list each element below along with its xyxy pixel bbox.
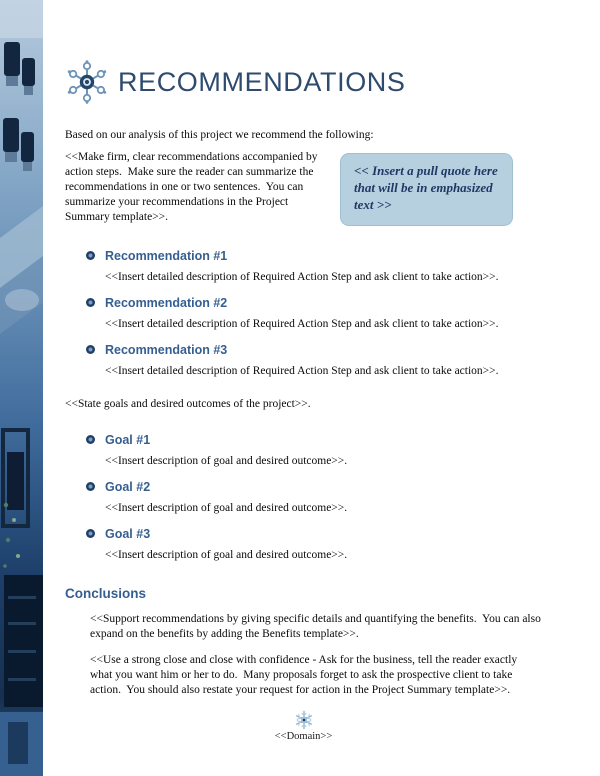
recommendation-title: Recommendation #1 [105,248,228,263]
conclusion-paragraph: <<Support recommendations by giving specific details and quantifying the benefits. You can also expand on the benefits by adding the Benefits template>>. [90,612,544,640]
goal-title: Goal #2 [105,479,151,494]
sidebar-photo [0,0,43,776]
goal-item [65,480,542,514]
goal-item [65,527,542,561]
recommendation-item [65,249,542,283]
goal-item [65,433,542,467]
page-footer [65,710,542,742]
guidance-text: <<Make firm, clear recommendations accompanied by action steps. Make sure the reader can summarize the recommendations in one or two sentences. You can summarize your recommendations in the Project Summary template>>. [65,151,321,223]
domain-label: <<Domain>> [274,730,333,742]
pull-quote-text: << Insert a pull quote here that will be in emphasized text >> [354,163,498,212]
goal-description: <<Insert description of goal and desired outcome>>. [105,454,348,467]
recommendation-description: <<Insert detailed description of Required Action Step and ask client to take action>>. [105,270,499,283]
goals-list [65,433,542,561]
goals-intro-text: <<State goals and desired outcomes of the project>>. [65,397,311,410]
target-bullet-icon [86,435,95,444]
goal-description: <<Insert description of goal and desired outcome>>. [105,548,348,561]
recommendation-description: <<Insert detailed description of Required Action Step and ask client to take action>>. [105,364,499,377]
recommendation-title: Recommendation #3 [105,342,228,357]
target-bullet-icon [86,298,95,307]
pull-quote-box [340,153,513,226]
recommendation-title: Recommendation #2 [105,295,228,310]
page-title: RECOMMENDATIONS [118,66,406,97]
page-header [65,60,542,104]
goal-title: Goal #1 [105,432,151,447]
recommendation-item [65,296,542,330]
goal-description: <<Insert description of goal and desired outcome>>. [105,501,348,514]
conclusion-paragraph: <<Use a strong close and close with confidence - Ask for the business, tell the reader exactly what you want him or her to do. Many proposals forget to ask the prospective client to take action. You should also restate your request for action in the Project Summary template>>. [90,654,521,697]
target-bullet-icon [86,251,95,260]
target-bullet-icon [86,345,95,354]
intro-text: Based on our analysis of this project we recommend the following: [65,129,374,141]
page-content [65,0,542,742]
snowflake-icon [294,710,314,730]
molecule-icon [65,60,109,104]
guidance-row [65,150,542,226]
conclusions-heading: Conclusions [65,585,147,601]
recommendation-item [65,343,542,377]
target-bullet-icon [86,529,95,538]
recommendations-list [65,249,542,377]
recommendation-description: <<Insert detailed description of Required Action Step and ask client to take action>>. [105,317,499,330]
target-bullet-icon [86,482,95,491]
goal-title: Goal #3 [105,526,151,541]
